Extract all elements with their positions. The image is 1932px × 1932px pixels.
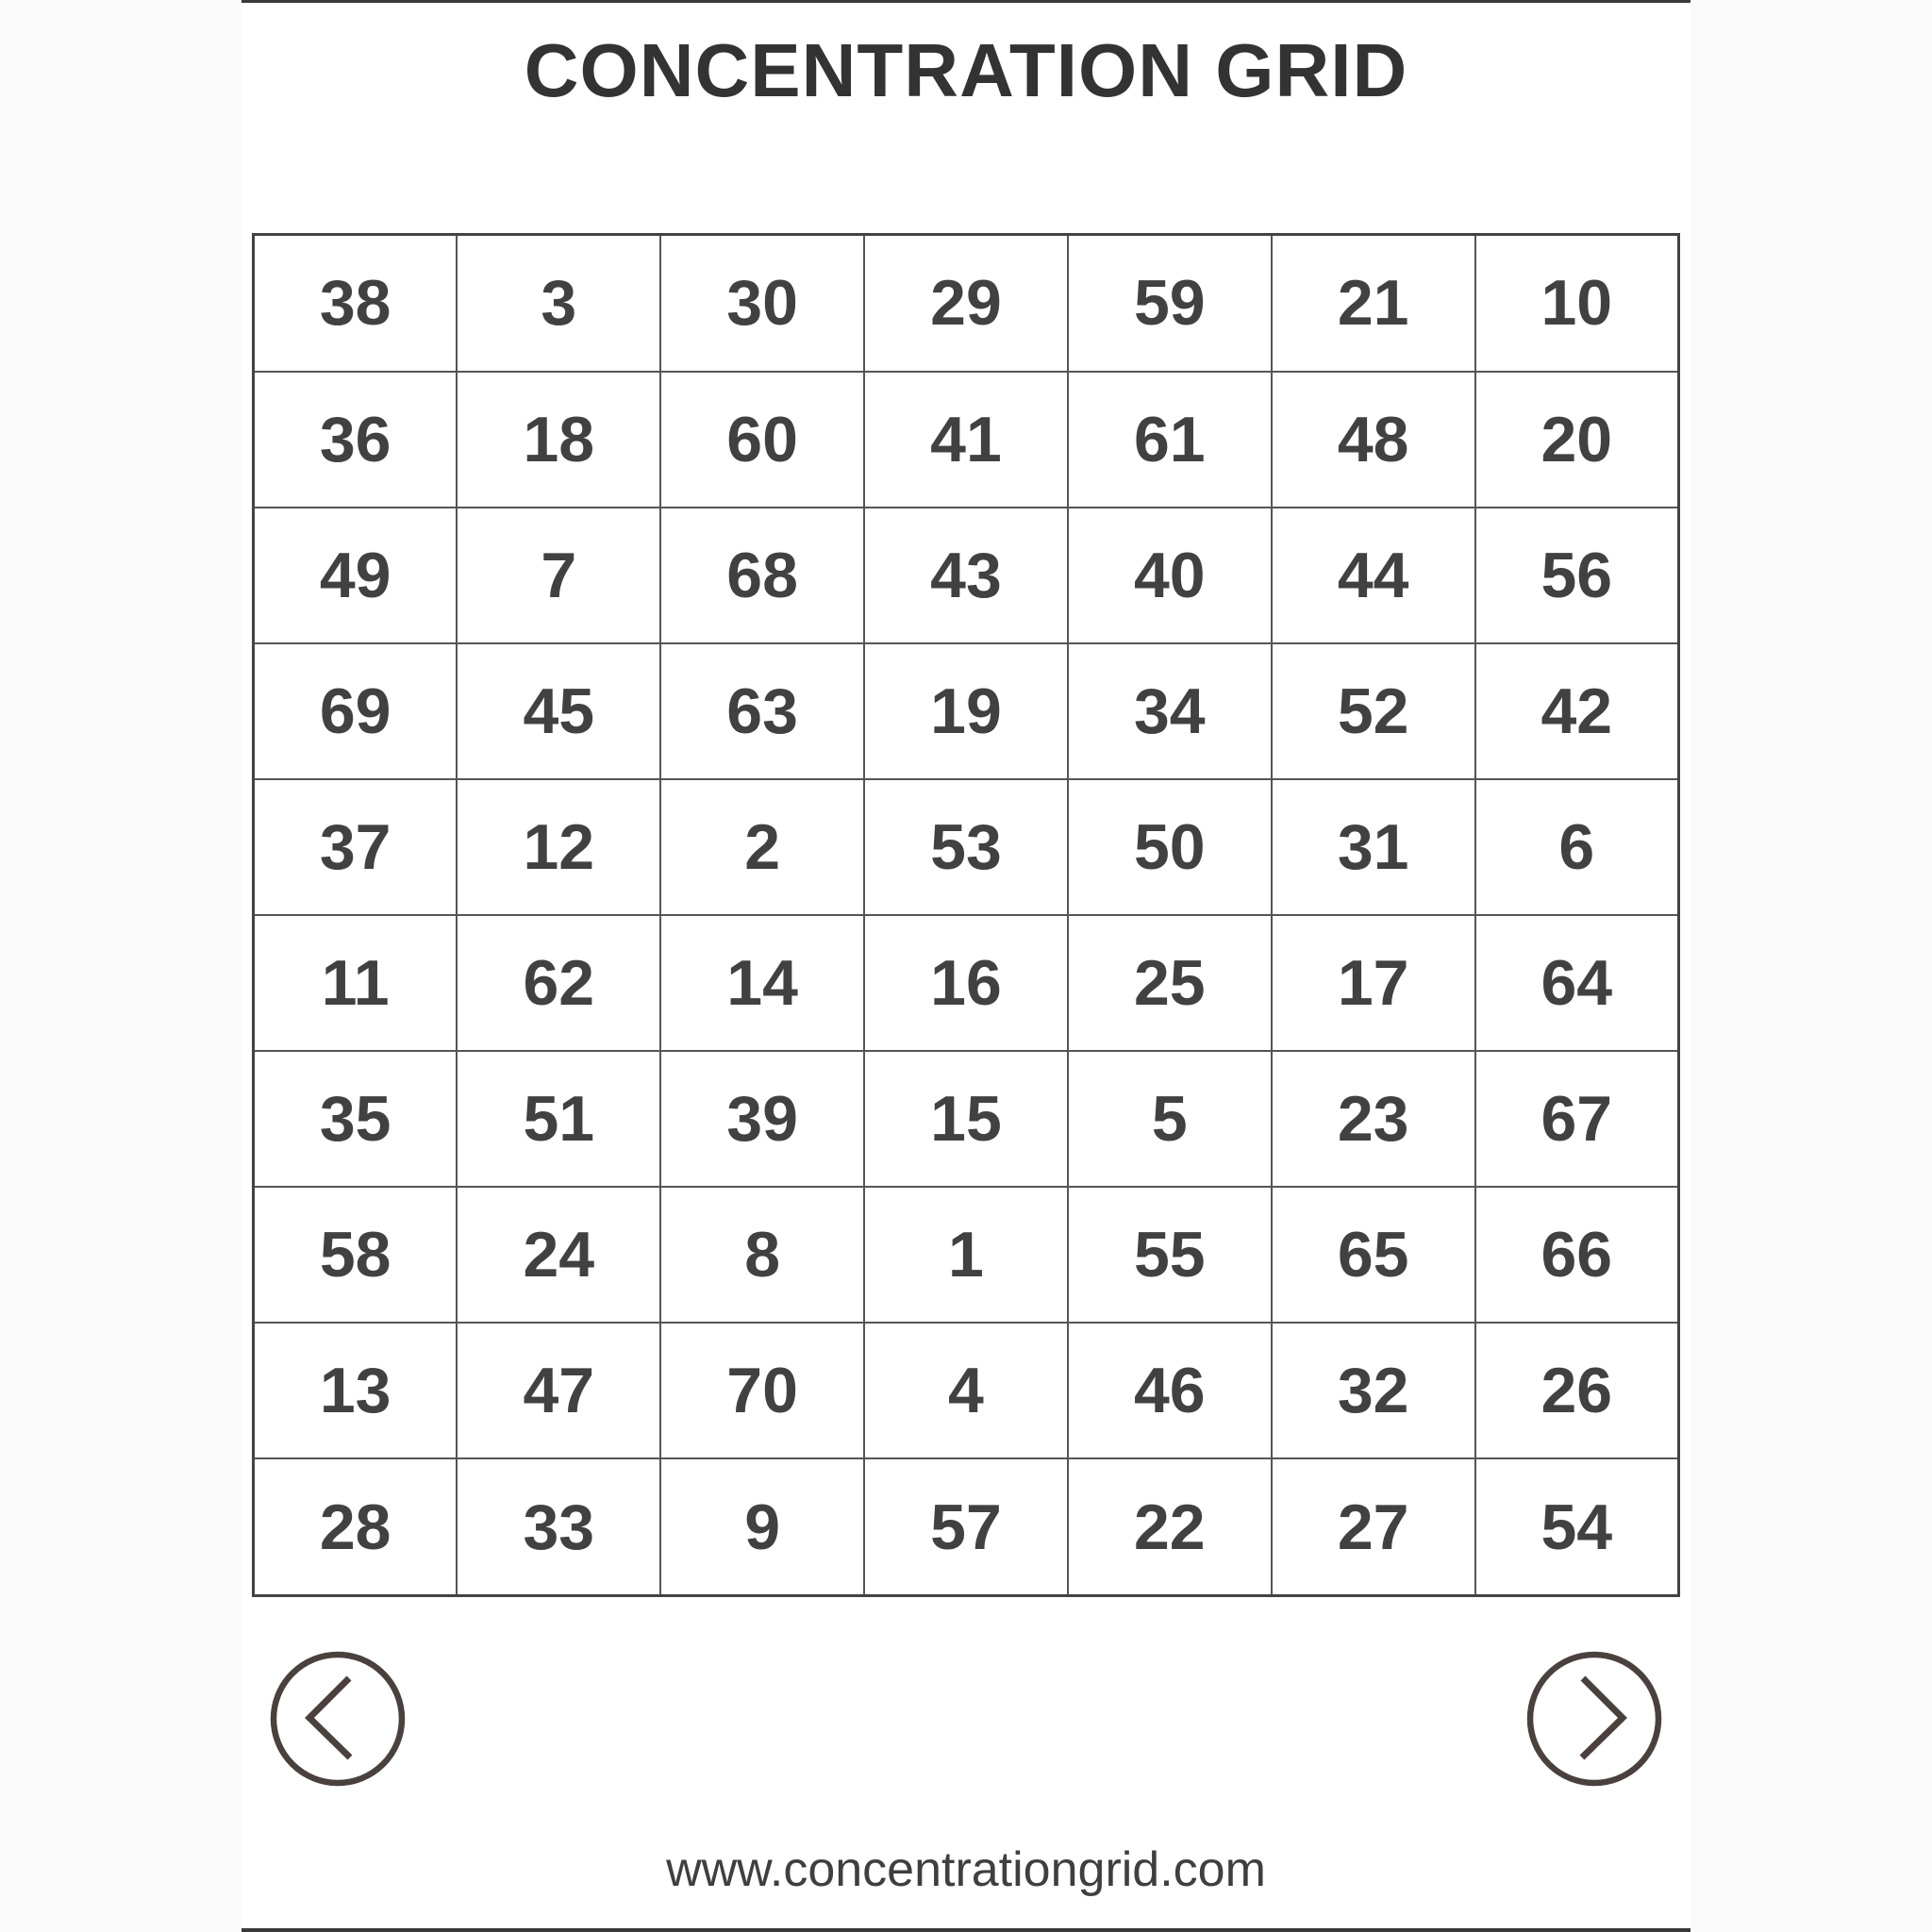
prev-grid-button[interactable]	[270, 1651, 406, 1787]
page	[242, 0, 1690, 1932]
grid-cell-6[interactable]: 6	[1475, 779, 1679, 915]
grid-row	[254, 235, 1679, 372]
grid-cell-69[interactable]: 69	[254, 643, 458, 779]
grid-row	[254, 915, 1679, 1051]
grid-cell-15[interactable]: 15	[864, 1051, 1068, 1187]
grid-cell-41[interactable]: 41	[864, 372, 1068, 508]
grid-cell-45[interactable]: 45	[457, 643, 660, 779]
grid-row	[254, 508, 1679, 643]
grid-cell-59[interactable]: 59	[1068, 235, 1272, 372]
grid-cell-27[interactable]: 27	[1272, 1458, 1475, 1595]
grid-cell-38[interactable]: 38	[254, 235, 458, 372]
grid-cell-16[interactable]: 16	[864, 915, 1068, 1051]
grid-cell-56[interactable]: 56	[1475, 508, 1679, 643]
grid-cell-60[interactable]: 60	[660, 372, 864, 508]
grid-row	[254, 372, 1679, 508]
grid-cell-58[interactable]: 58	[254, 1187, 458, 1323]
grid-cell-8[interactable]: 8	[660, 1187, 864, 1323]
chevron-right-circle-icon	[1526, 1651, 1662, 1787]
grid-cell-20[interactable]: 20	[1475, 372, 1679, 508]
grid-cell-12[interactable]: 12	[457, 779, 660, 915]
grid-cell-57[interactable]: 57	[864, 1458, 1068, 1595]
grid-cell-63[interactable]: 63	[660, 643, 864, 779]
concentration-grid	[252, 233, 1680, 1597]
grid-cell-28[interactable]: 28	[254, 1458, 458, 1595]
grid-cell-52[interactable]: 52	[1272, 643, 1475, 779]
grid-table-body	[254, 235, 1679, 1596]
grid-cell-7[interactable]: 7	[457, 508, 660, 643]
grid-cell-32[interactable]: 32	[1272, 1323, 1475, 1458]
grid-cell-9[interactable]: 9	[660, 1458, 864, 1595]
grid-cell-43[interactable]: 43	[864, 508, 1068, 643]
grid-cell-36[interactable]: 36	[254, 372, 458, 508]
grid-cell-54[interactable]: 54	[1475, 1458, 1679, 1595]
grid-cell-13[interactable]: 13	[254, 1323, 458, 1458]
grid-cell-22[interactable]: 22	[1068, 1458, 1272, 1595]
grid-row	[254, 1458, 1679, 1595]
grid-cell-55[interactable]: 55	[1068, 1187, 1272, 1323]
grid-cell-49[interactable]: 49	[254, 508, 458, 643]
grid-cell-44[interactable]: 44	[1272, 508, 1475, 643]
grid-cell-50[interactable]: 50	[1068, 779, 1272, 915]
grid-row	[254, 1323, 1679, 1458]
next-grid-button[interactable]	[1526, 1651, 1662, 1787]
grid-cell-30[interactable]: 30	[660, 235, 864, 372]
grid-row	[254, 643, 1679, 779]
grid-cell-70[interactable]: 70	[660, 1323, 864, 1458]
grid-cell-29[interactable]: 29	[864, 235, 1068, 372]
grid-row	[254, 1187, 1679, 1323]
grid-cell-64[interactable]: 64	[1475, 915, 1679, 1051]
grid-cell-1[interactable]: 1	[864, 1187, 1068, 1323]
grid-cell-2[interactable]: 2	[660, 779, 864, 915]
grid-cell-35[interactable]: 35	[254, 1051, 458, 1187]
grid-cell-33[interactable]: 33	[457, 1458, 660, 1595]
grid-cell-21[interactable]: 21	[1272, 235, 1475, 372]
grid-row	[254, 779, 1679, 915]
grid-cell-3[interactable]: 3	[457, 235, 660, 372]
chevron-left-circle-icon	[270, 1651, 406, 1787]
grid-cell-48[interactable]: 48	[1272, 372, 1475, 508]
grid-cell-34[interactable]: 34	[1068, 643, 1272, 779]
grid-cell-26[interactable]: 26	[1475, 1323, 1679, 1458]
grid-cell-53[interactable]: 53	[864, 779, 1068, 915]
page-title: CONCENTRATION GRID	[524, 28, 1408, 112]
grid-cell-24[interactable]: 24	[457, 1187, 660, 1323]
grid-row	[254, 1051, 1679, 1187]
grid-cell-17[interactable]: 17	[1272, 915, 1475, 1051]
grid-cell-66[interactable]: 66	[1475, 1187, 1679, 1323]
grid-cell-42[interactable]: 42	[1475, 643, 1679, 779]
grid-cell-14[interactable]: 14	[660, 915, 864, 1051]
grid-cell-61[interactable]: 61	[1068, 372, 1272, 508]
grid-cell-37[interactable]: 37	[254, 779, 458, 915]
footer-url: www.concentrationgrid.com	[666, 1842, 1266, 1897]
grid-cell-62[interactable]: 62	[457, 915, 660, 1051]
grid-cell-51[interactable]: 51	[457, 1051, 660, 1187]
grid-cell-46[interactable]: 46	[1068, 1323, 1272, 1458]
grid-cell-39[interactable]: 39	[660, 1051, 864, 1187]
grid-cell-65[interactable]: 65	[1272, 1187, 1475, 1323]
grid-cell-23[interactable]: 23	[1272, 1051, 1475, 1187]
grid-cell-25[interactable]: 25	[1068, 915, 1272, 1051]
grid-cell-40[interactable]: 40	[1068, 508, 1272, 643]
grid-cell-4[interactable]: 4	[864, 1323, 1068, 1458]
grid-cell-10[interactable]: 10	[1475, 235, 1679, 372]
grid-cell-67[interactable]: 67	[1475, 1051, 1679, 1187]
grid-cell-31[interactable]: 31	[1272, 779, 1475, 915]
grid-cell-68[interactable]: 68	[660, 508, 864, 643]
grid-cell-11[interactable]: 11	[254, 915, 458, 1051]
grid-cell-18[interactable]: 18	[457, 372, 660, 508]
grid-cell-47[interactable]: 47	[457, 1323, 660, 1458]
grid-cell-19[interactable]: 19	[864, 643, 1068, 779]
grid-cell-5[interactable]: 5	[1068, 1051, 1272, 1187]
